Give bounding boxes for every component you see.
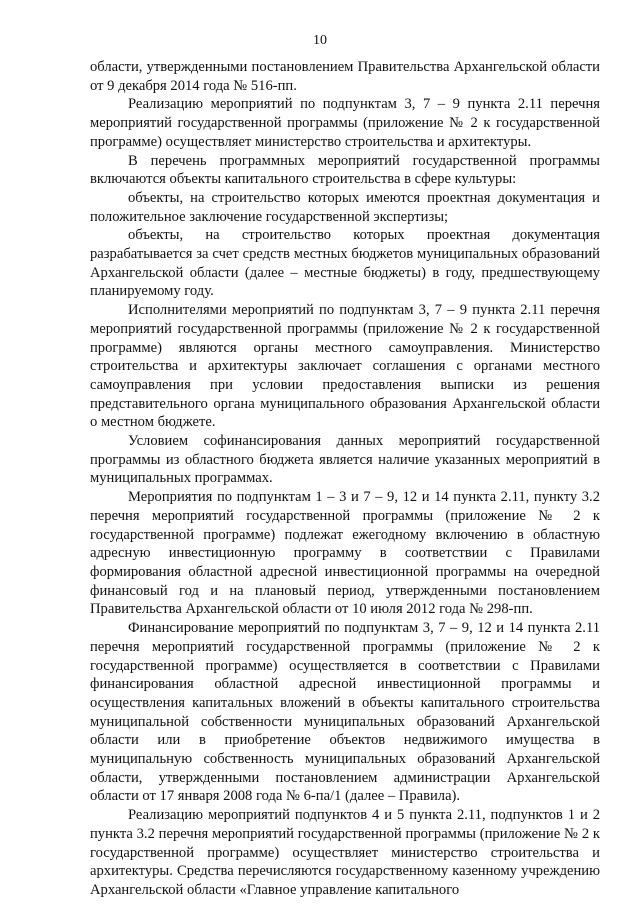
paragraph: области, утвержденными постановлением Правительства Архангельской области от 9 декабря 2014 года № 516-пп. bbox=[90, 59, 600, 94]
paragraph: объекты, на строительство которых проектная документация разрабатывается за счет средств местных бюджетов муниципальных образований Архангельской области (далее – местные бюджеты) в году, предшествующему планируемому году. bbox=[90, 227, 600, 300]
body-text bbox=[90, 58, 600, 900]
paragraph: Финансирование мероприятий по подпунктам 3, 7 – 9, 12 и 14 пункта 2.11 перечня мероприятий государственной программы (приложение № 2 к государственной программе) осуществляется в соответствии с Правилами финансирования областной адресной инвестиционной программы и осуществления капитальных вложений в объекты капитального строительства муниципальной собственности муниципальных образований Архангельской области или в приобретение объектов недвижимого имущества в муниципальную собственность муниципальных образований Архангельской области, утвержденными постановлением администрации Архангельской области от 17 января 2008 года № 6-па/1 (далее – Правила). bbox=[90, 620, 600, 805]
page-number: 10 bbox=[313, 33, 327, 48]
paragraph: Реализацию мероприятий подпунктов 4 и 5 пункта 2.11, подпунктов 1 и 2 пункта 3.2 перечня мероприятий государственной программы (приложение № 2 к государственной программе) осуществляет министерство строительства и архитектуры. Средства перечисляются государственному казенному учреждению Архангельской области «Главное управление капитального bbox=[90, 807, 600, 898]
paragraph: объекты, на строительство которых имеются проектная документация и положительное заключение государственной экспертизы; bbox=[90, 189, 600, 225]
paragraph: В перечень программных мероприятий государственной программы включаются объекты капитального строительства в сфере культуры: bbox=[90, 152, 600, 188]
paragraph: Условием софинансирования данных мероприятий государственной программы из областного бюджета является наличие указанных мероприятий в муниципальных программах. bbox=[90, 433, 600, 487]
paragraph: Реализацию мероприятий по подпунктам 3, 7 – 9 пункта 2.11 перечня мероприятий государственной программы (приложение № 2 к государственной программе) осуществляет министерство строительства и архитектуры. bbox=[90, 96, 600, 150]
paragraph: Исполнителями мероприятий по подпунктам 3, 7 – 9 пункта 2.11 перечня мероприятий государственной программы (приложение № 2 к государственной программе) являются органы местного самоуправления. Министерство строительства и архитектуры заключает соглашения с органами местного самоуправления при условии предоставления выписки из решения представительного органа муниципального образования Архангельской области о местном бюджете. bbox=[90, 302, 600, 431]
paragraph: Мероприятия по подпунктам 1 – 3 и 7 – 9, 12 и 14 пункта 2.11, пункту 3.2 перечня мероприятий государственной программы (приложение № 2 к государственной программе) подлежат ежегодному включению в областную адресную инвестиционную программу в соответствии с Правилами формирования областной адресной инвестиционной программы на очередной финансовый год и на плановый период, утвержденными постановлением Правительства Архангельской области от 10 июля 2012 года № 298-пп. bbox=[90, 489, 600, 618]
